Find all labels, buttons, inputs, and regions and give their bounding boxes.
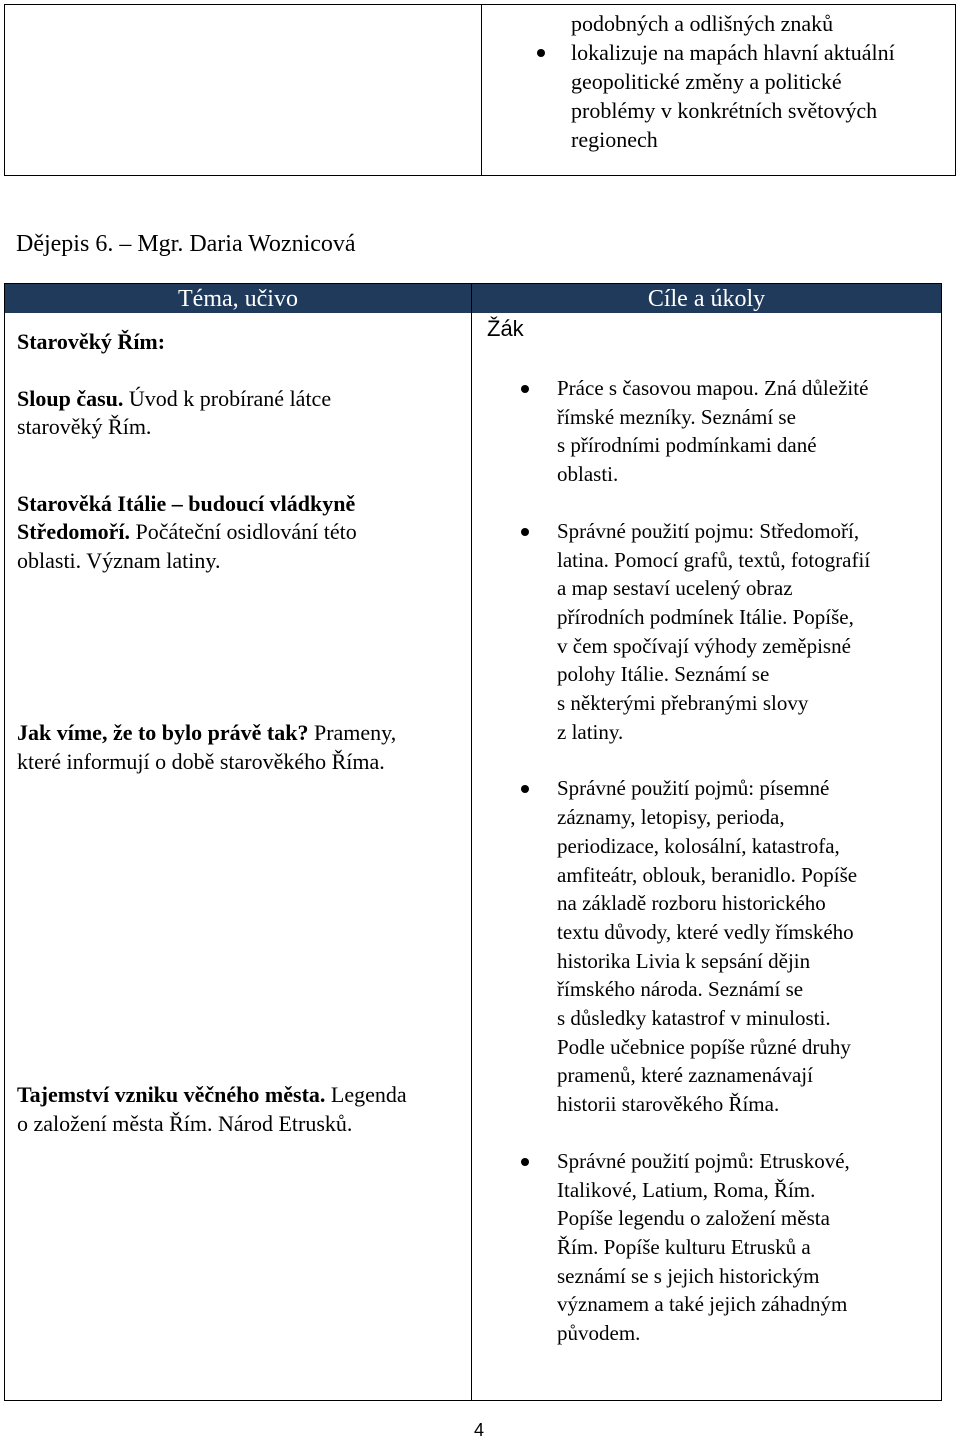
header-goals: Cíle a úkoly: [472, 284, 941, 313]
topic-timeline: Sloup času. Úvod k probírané látce starověký Řím.: [17, 385, 332, 439]
list-line: regionech: [571, 127, 658, 152]
column-divider: [481, 5, 482, 175]
topic-rome: Starověký Řím:: [17, 329, 166, 354]
student-label: Žák: [487, 316, 524, 341]
list-line: geopolitické změny a politické: [571, 69, 842, 94]
goal-item: Správné použití pojmů: písemné záznamy, letopisy, perioda, periodizace, kolosální, katastrofa, amfiteátr, oblouk, beranidlo. Popíše na základě rozboru historického textu důvody, které vedly římského historika Livia k sepsání dějin římského národa. Seznámí se s důsledky katastrof v minulosti. Podle učebnice popíše různé druhy pramenů, které zaznamenávají historii starověkého Říma.: [487, 774, 937, 1118]
header-topic: Téma, učivo: [5, 284, 471, 313]
list-line-bulleted: lokalizuje na mapách hlavní aktuální: [501, 38, 941, 67]
previous-table-cell: [4, 4, 956, 176]
goals-column: [487, 374, 937, 1348]
list-line: problémy v konkrétních světových: [571, 98, 878, 123]
topic-eternal-city: Tajemství vzniku věčného města. Legenda o založení města Řím. Národ Etrusků.: [17, 1082, 407, 1136]
goal-item: Správné použití pojmu: Středomoří, latina. Pomocí grafů, textů, fotografií a map sestaví ucelený obraz přírodních podmínek Itálie. Popíše, v čem spočívají výhody zeměpisné polohy Itálie. Seznámí se s některými přebranými slovy z latiny.: [487, 517, 937, 747]
column-divider: [471, 284, 472, 1400]
topics-column: [17, 328, 457, 1138]
page-number: 4: [474, 1420, 485, 1440]
goal-item: Správné použití pojmů: Etruskové, Italikové, Latium, Roma, Řím. Popíše legendu o založení města Řím. Popíše kulturu Etrusků a seznámí se s jejich historickým významem a také jejich záhadným původem.: [487, 1147, 937, 1348]
topic-ancient-italy: Starověká Itálie – budoucí vládkyně Středomoří. Počáteční osidlování této oblasti. Význam latiny.: [17, 490, 357, 573]
topic-sources: Jak víme, že to bylo právě tak? Prameny, které informují o době starověkého Říma.: [17, 720, 397, 774]
curriculum-table: [4, 283, 942, 1401]
goal-item: Práce s časovou mapou. Zná důležité římské mezníky. Seznámí se s přírodními podmínkami dané oblasti.: [487, 374, 937, 489]
continued-bullet-list: [501, 9, 941, 154]
subject-heading: Dějepis 6. – Mgr. Daria Woznicová: [16, 231, 356, 257]
list-line: podobných a odlišných znaků: [571, 11, 834, 36]
